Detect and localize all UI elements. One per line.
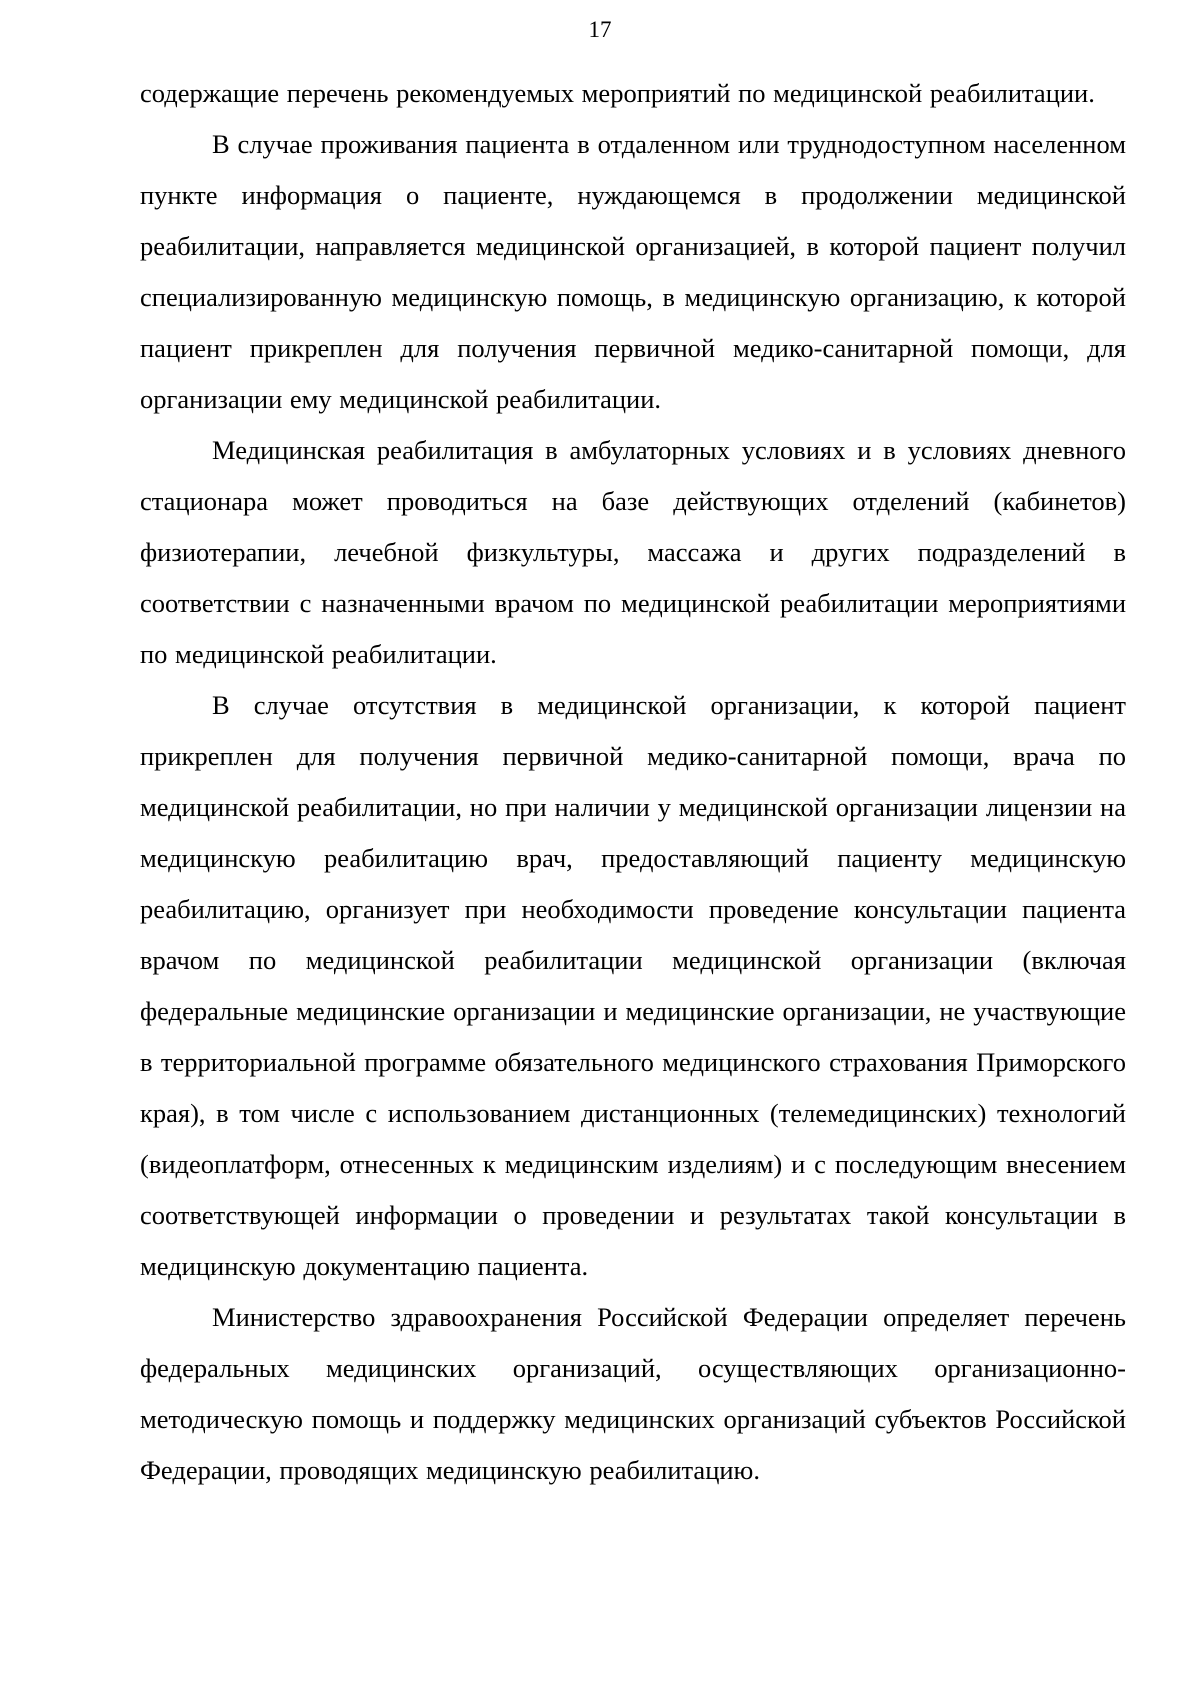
paragraph-continuation: содержащие перечень рекомендуемых мероприятий по медицинской реабилитации.	[140, 78, 1095, 108]
paragraph-absence-of-doctor: В случае отсутствия в медицинской организации, к которой пациент прикреплен для получения первичной медико-санитарной помощи, врача по медицинской реабилитации, но при наличии у медицинской организации лицензии на медицинскую реабилитацию врач, предоставляющий пациенту медицинскую реабилитацию, организует при необходимости проведение консультации пациента врачом по медицинской реабилитации медицинской организации (включая федеральные медицинские организации и медицинские организации, не участвующие в территориальной программе обязательного медицинского страхования Приморского края), в том числе с использованием дистанционных (телемедицинских) технологий (видеоплатформ, отнесенных к медицинским изделиям) и с последующим внесением соответствующей информации о проведении и результатах такой консультации в медицинскую документацию пациента.	[140, 690, 1126, 1281]
paragraph-ministry-of-health: Министерство здравоохранения Российской Федерации определяет перечень федеральных медицинских организаций, осуществляющих организационно-методическую помощь и поддержку медицинских организаций субъектов Российской Федерации, проводящих медицинскую реабилитацию.	[140, 1302, 1126, 1485]
document-body	[140, 68, 1126, 1496]
paragraph-outpatient-rehabilitation: Медицинская реабилитация в амбулаторных условиях и в условиях дневного стационара может проводиться на базе действующих отделений (кабинетов) физиотерапии, лечебной физкультуры, массажа и других подразделений в соответствии с назначенными врачом по медицинской реабилитации мероприятиями по медицинской реабилитации.	[140, 435, 1126, 669]
page-number: 17	[588, 17, 612, 42]
paragraph-remote-residence: В случае проживания пациента в отдаленном или труднодоступном населенном пункте информация о пациенте, нуждающемся в продолжении медицинской реабилитации, направляется медицинской организацией, в которой пациент получил специализированную медицинскую помощь, в медицинскую организацию, к которой пациент прикреплен для получения первичной медико-санитарной помощи, для организации ему медицинской реабилитации.	[140, 129, 1126, 414]
